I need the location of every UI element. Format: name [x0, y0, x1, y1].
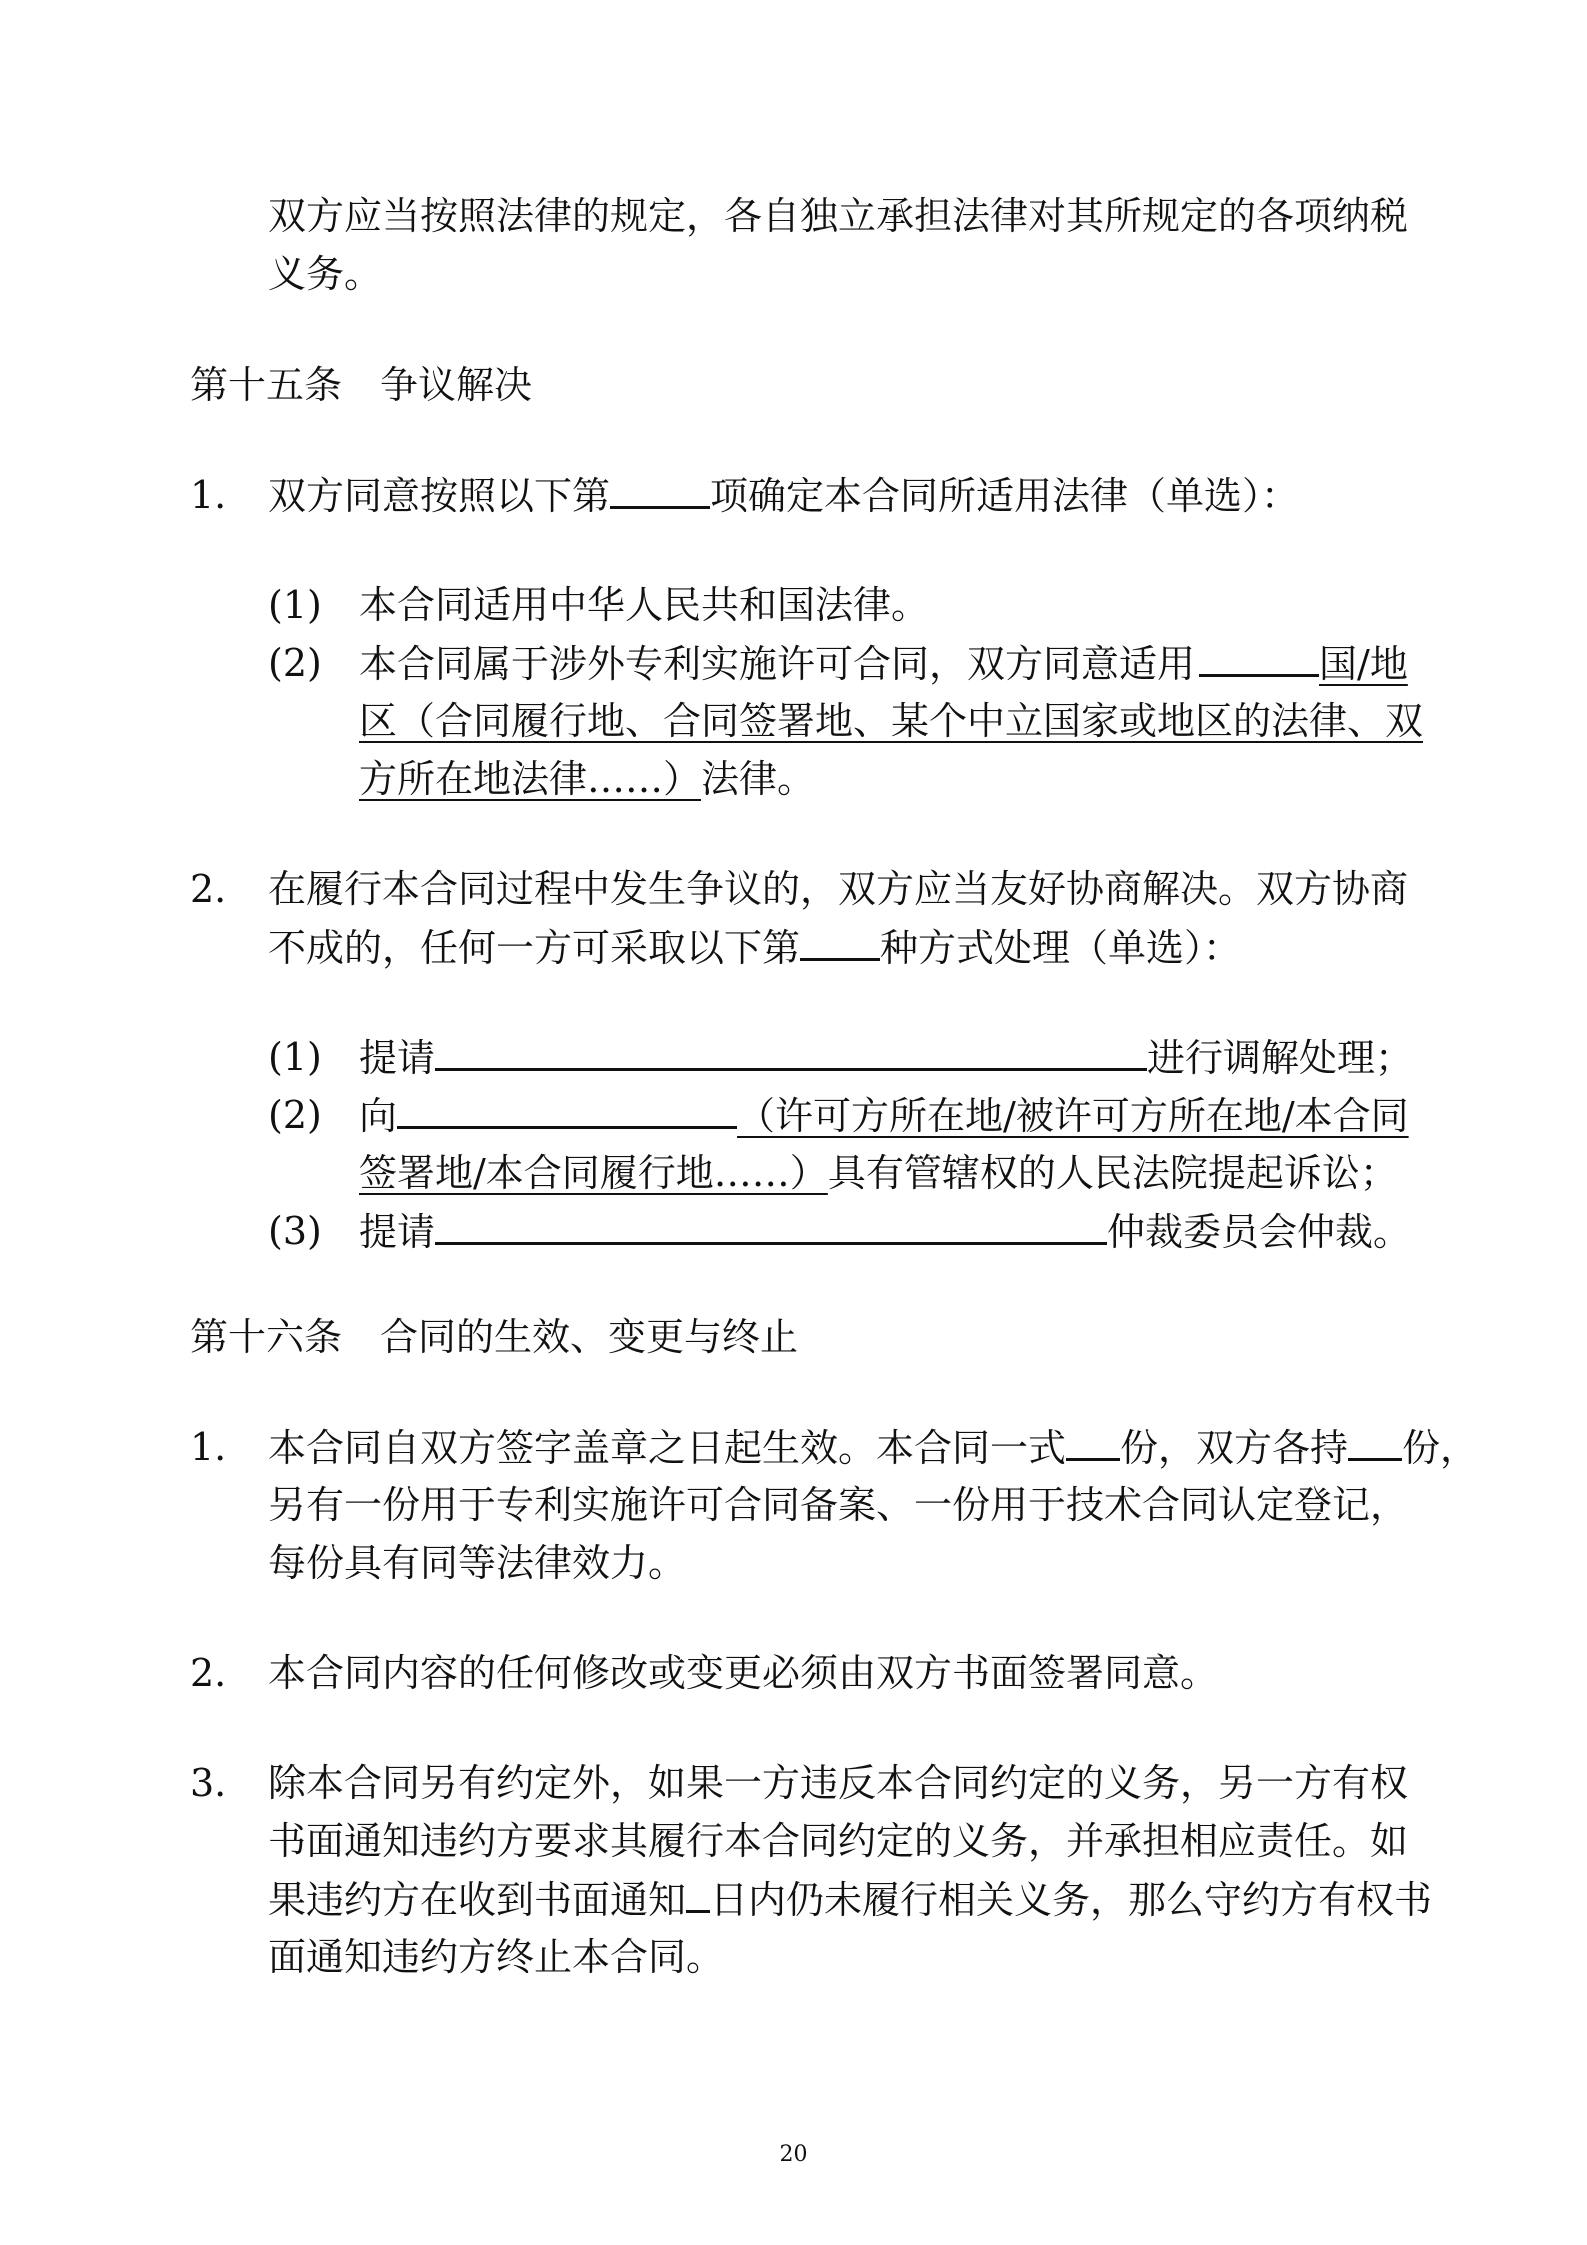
mediator-blank[interactable]	[435, 1032, 1147, 1071]
clause-number: 2.	[190, 867, 227, 911]
option-text: 本合同适用中华人民共和国法律。	[359, 583, 930, 627]
clause-text-part: 份，	[1402, 1426, 1479, 1470]
option-text-part: 签署地/本合同履行地……）	[359, 1151, 828, 1195]
clause-number: 1.	[190, 473, 227, 517]
clause-text-part: 双方同意按照以下第	[268, 474, 611, 518]
clause-number: 3.	[190, 1761, 227, 1805]
option-text	[359, 1032, 1413, 1082]
option-number: (1)	[268, 1035, 322, 1079]
clause-text: 面通知违约方终止本合同。	[268, 1935, 725, 1979]
copies-each-blank[interactable]	[1348, 1422, 1402, 1461]
country-region-blank[interactable]	[1199, 638, 1319, 677]
dispute-method-choice-blank[interactable]	[800, 922, 880, 961]
option-number: (3)	[268, 1209, 322, 1253]
option-number: (1)	[268, 583, 322, 627]
option-text: 区（合同履行地、合同签署地、某个中立国家或地区的法律、双	[359, 699, 1424, 743]
option-text	[359, 638, 1408, 688]
option-text	[359, 754, 815, 804]
option-text	[359, 1148, 1398, 1198]
clause-number: 1.	[190, 1425, 227, 1469]
option-text-part: 本合同属于涉外专利实施许可合同，双方同意适用	[359, 642, 1196, 686]
clause-text: 除本合同另有约定外，如果一方违反本合同约定的义务，另一方有权	[268, 1761, 1409, 1805]
clause-text-part: 份，双方各持	[1120, 1426, 1349, 1470]
days-blank[interactable]	[686, 1874, 710, 1913]
clause-text-part: 本合同自双方签字盖章之日起生效。本合同一式	[268, 1426, 1067, 1470]
article-15-heading: 第十五条 争议解决	[190, 363, 533, 407]
clause-text-part: 果违约方在收到书面通知	[268, 1878, 687, 1922]
option-number: (2)	[268, 1093, 322, 1137]
option-text-part: （许可方所在地/被许可方所在地/本合同	[737, 1094, 1409, 1138]
option-text-part: 仲裁委员会仲裁。	[1107, 1210, 1412, 1254]
option-text	[359, 1206, 1411, 1256]
option-text-part: 向	[359, 1094, 398, 1138]
clause-text	[268, 470, 1299, 520]
option-text-part: 提请	[359, 1210, 436, 1254]
option-text-part: 方所在地法律……）	[359, 757, 702, 801]
clause-number: 2.	[190, 1651, 227, 1695]
arbitration-commission-blank[interactable]	[435, 1206, 1107, 1245]
clause-text: 书面通知违约方要求其履行本合同约定的义务，并承担相应责任。如	[268, 1819, 1409, 1863]
clause-text: 在履行本合同过程中发生争议的，双方应当友好协商解决。双方协商	[268, 867, 1409, 911]
option-text-part: 具有管辖权的人民法院提起诉讼；	[827, 1151, 1398, 1195]
option-text-part: 提请	[359, 1036, 436, 1080]
option-number: (2)	[268, 641, 322, 685]
option-text	[359, 1090, 1409, 1140]
clause-text	[268, 922, 1241, 972]
clause-text-part: 日内仍未履行相关义务，那么守约方有权书	[710, 1878, 1433, 1922]
clause-text: 另有一份用于专利实施许可合同备案、一份用于技术合同认定登记，	[268, 1483, 1409, 1527]
clause-text-part: 种方式处理（单选）：	[880, 926, 1242, 970]
option-text-part: 进行调解处理；	[1147, 1036, 1414, 1080]
article-16-heading: 第十六条 合同的生效、变更与终止	[190, 1315, 799, 1359]
court-location-blank[interactable]	[397, 1090, 737, 1129]
copies-total-blank[interactable]	[1066, 1422, 1120, 1461]
clause-text	[268, 1874, 1432, 1924]
option-text-part: 法律。	[701, 757, 816, 801]
clause-text-part: 不成的，任何一方可采取以下第	[268, 926, 801, 970]
page-number: 20	[779, 2142, 808, 2167]
intro-line: 双方应当按照法律的规定，各自独立承担法律对其所规定的各项纳税	[268, 194, 1409, 238]
clause-text-part: 项确定本合同所适用法律（单选）：	[710, 474, 1300, 518]
clause-text: 本合同内容的任何修改或变更必须由双方书面签署同意。	[268, 1651, 1219, 1695]
intro-line: 义务。	[268, 252, 383, 296]
clause-text	[268, 1422, 1478, 1472]
option-text-part: 国/地	[1319, 642, 1408, 686]
clause-text: 每份具有同等法律效力。	[268, 1541, 687, 1585]
applicable-law-choice-blank[interactable]	[610, 470, 710, 509]
